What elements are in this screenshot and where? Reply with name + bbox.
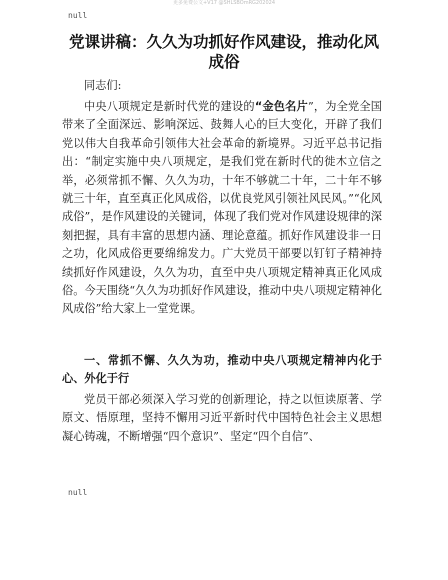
salutation: 同志们: bbox=[84, 79, 122, 92]
paragraph-2: 党员干部必须深入学习党的创新理论，持之以恒读原著、学原文、悟原理，坚持不懈用习近平新时代中国特色社会主义思想凝心铸魂，不断增强“四个意识”、坚定“四个自信”、 bbox=[62, 393, 382, 443]
section-heading-1-line-a: 一、常抓不懈、久久为功，推动中央八项规定精神内化于 bbox=[84, 354, 382, 367]
header-null-text: null bbox=[68, 11, 88, 20]
paragraph-1 bbox=[62, 98, 382, 319]
footer-null-text: null bbox=[68, 488, 88, 497]
top-banner-watermark: 更多免费公文+V17 @SHLSBOmRG202024 bbox=[172, 0, 276, 6]
title-line-2: 成俗 bbox=[208, 53, 240, 71]
section-heading-1 bbox=[62, 352, 382, 389]
paragraph-1-body: ”，为全党全国带来了全面深远、影响深远、鼓舞人心的巨大变化，开辟了我们党以伟大自我革命引领伟大社会革命的新境界。习近平总书记指出：“制定实施中央八项规定，是我们党在新时代的徙木立信之举，必须常抓不懈、久久为功，十年不够就二十年，二十年不够就三十年，直至真正化风成俗，以优良党风引领社风民风。”“化风成俗”，是作风建设的关键词，体现了我们党对作风建设规律的深刻把握，具有丰富的思想内涵、理论意蕴。抓好作风建设非一日之功，化风成俗更要绵绵发力。广大党员干部要以钉钉子精神持续抓好作风建设，久久为功，直至中央八项规定精神真正化风成俗。今天围绕“久久为功抓好作风建设，推动中央八项规定精神化风成俗”给大家上一堂党课。 bbox=[62, 100, 382, 316]
paragraph-1-lead: 中央八项规定是新时代党的建设的 bbox=[84, 100, 255, 113]
title-line-1: 党课讲稿：久久为功抓好作风建设，推动化风 bbox=[68, 33, 379, 51]
section-heading-1-line-b: 心、外化于行 bbox=[62, 372, 130, 386]
golden-card-emphasis: “金色名片 bbox=[254, 100, 308, 113]
